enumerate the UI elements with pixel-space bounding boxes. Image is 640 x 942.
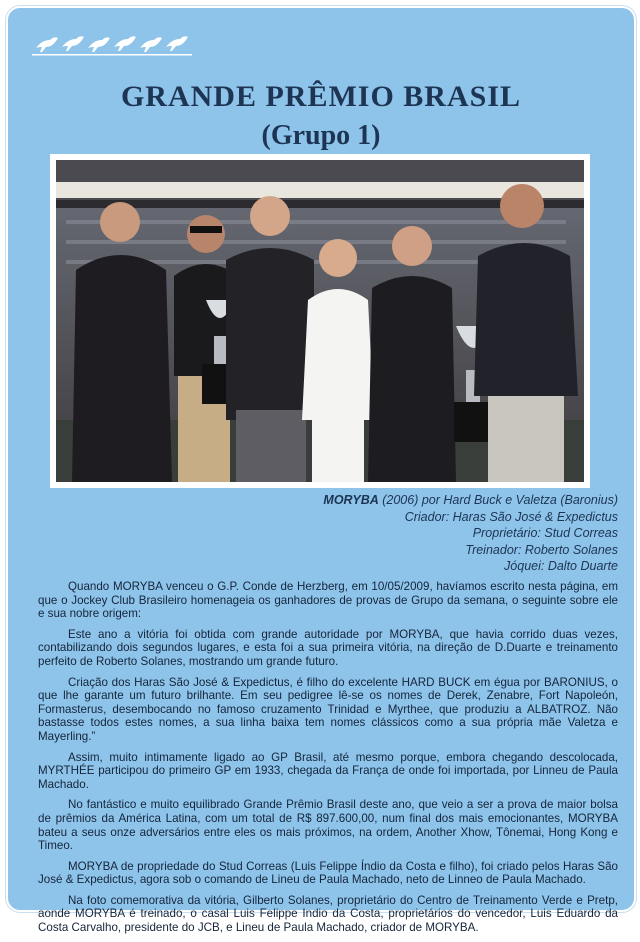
horse-pedigree: (2006) por Hard Buck e Valetza (Baronius) <box>378 493 618 507</box>
racing-horses-logo <box>32 30 192 58</box>
caption-owner: Proprietário: Stud Correas <box>472 526 618 540</box>
caption-trainer: Treinador: Roberto Solanes <box>465 542 618 557</box>
paragraph: Assim, muito intimamente ligado ao GP Brasil, até mesmo porque, embora chegando descolocada, MYRTHÉE participou do primeiro GP em 1933, chegada da França de onde foi importada, por Linneu de Paula Machado. <box>38 750 618 791</box>
page-subtitle: (Grupo 1) <box>261 120 381 151</box>
photo-caption <box>198 492 618 575</box>
paragraph: Quando MORYBA venceu o G.P. Conde de Herzberg, em 10/05/2009, havíamos escrito nesta página, em que o Jockey Club Brasileiro homenageia os ganhadores de provas de Grupo da semana, o seguinte sobre ele e sua nobre origem: <box>38 580 618 621</box>
paragraph: MORYBA de propriedade do Stud Correas (Luis Felippe Índio da Costa e filho), foi criado pelos Haras São José & Expedictus, agora sob o comando de Lineu de Paula Machado, neto de Linneo de Paula Machado. <box>38 859 618 887</box>
caption-jockey: Jóquei: Dalto Duarte <box>504 559 618 573</box>
page-panel <box>6 6 636 935</box>
page-title: GRANDE PRÊMIO BRASIL <box>120 80 522 113</box>
paragraph: Criação dos Haras São José & Expedictus, é filho do excelente HARD BUCK em égua por BARONIUS, o que lhe garante um futuro brilhante. Em seu pedigree lê-se os nomes de Derek, Zenabre, Fort Napoleón, Formasterus, desembocando no famoso cruzamento Trinidad e Myrthee, que produziu a ALBATROZ. Não bastasse todos estes nomes, a sua linha baixa tem nomes clássicos como a sua própria mãe Valetza e Mayerling.” <box>38 675 618 743</box>
horse-name: MORYBA <box>323 493 379 507</box>
photo-frame <box>50 154 590 488</box>
caption-breeder: Criador: Haras São José & Expedictus <box>404 509 618 524</box>
trophy-ceremony-photo <box>56 160 584 482</box>
caption-horse-line <box>198 492 618 509</box>
paragraph: No fantástico e muito equilibrado Grande Prêmio Brasil deste ano, que veio a ser a prova de maior bolsa de prêmios da América Latina, com um total de R$ 897.600,00, num final dos mais emocionantes, MORYBA bateu a seus onze adversários entre eles os mais próximos, na ordem, Another Xhow, Tônemai, Hong Kong e Timeo. <box>38 798 618 853</box>
paragraph: Na foto comemorativa da vitória, Gilberto Solanes, proprietário do Centro de Treinamento Verde e Pretp, aonde MORYBA é treinado, o casal Luis Felippe Indio da Costa, proprietários do vencedor, Luis Eduardo da Costa Carvalho, presidente do JCB, e Lineu de Paula Machado, criador de MORYBA. <box>38 893 618 935</box>
article-body <box>38 580 618 942</box>
paragraph: Este ano a vitória foi obtida com grande autoridade por MORYBA, que havia corrido duas vezes, contabilizando dois segundos lugares, e esta foi a sua primeira vitória, na direção de D.Duarte e treinamento perfeito de Roberto Solanes, mostrando um grande futuro. <box>38 627 618 668</box>
